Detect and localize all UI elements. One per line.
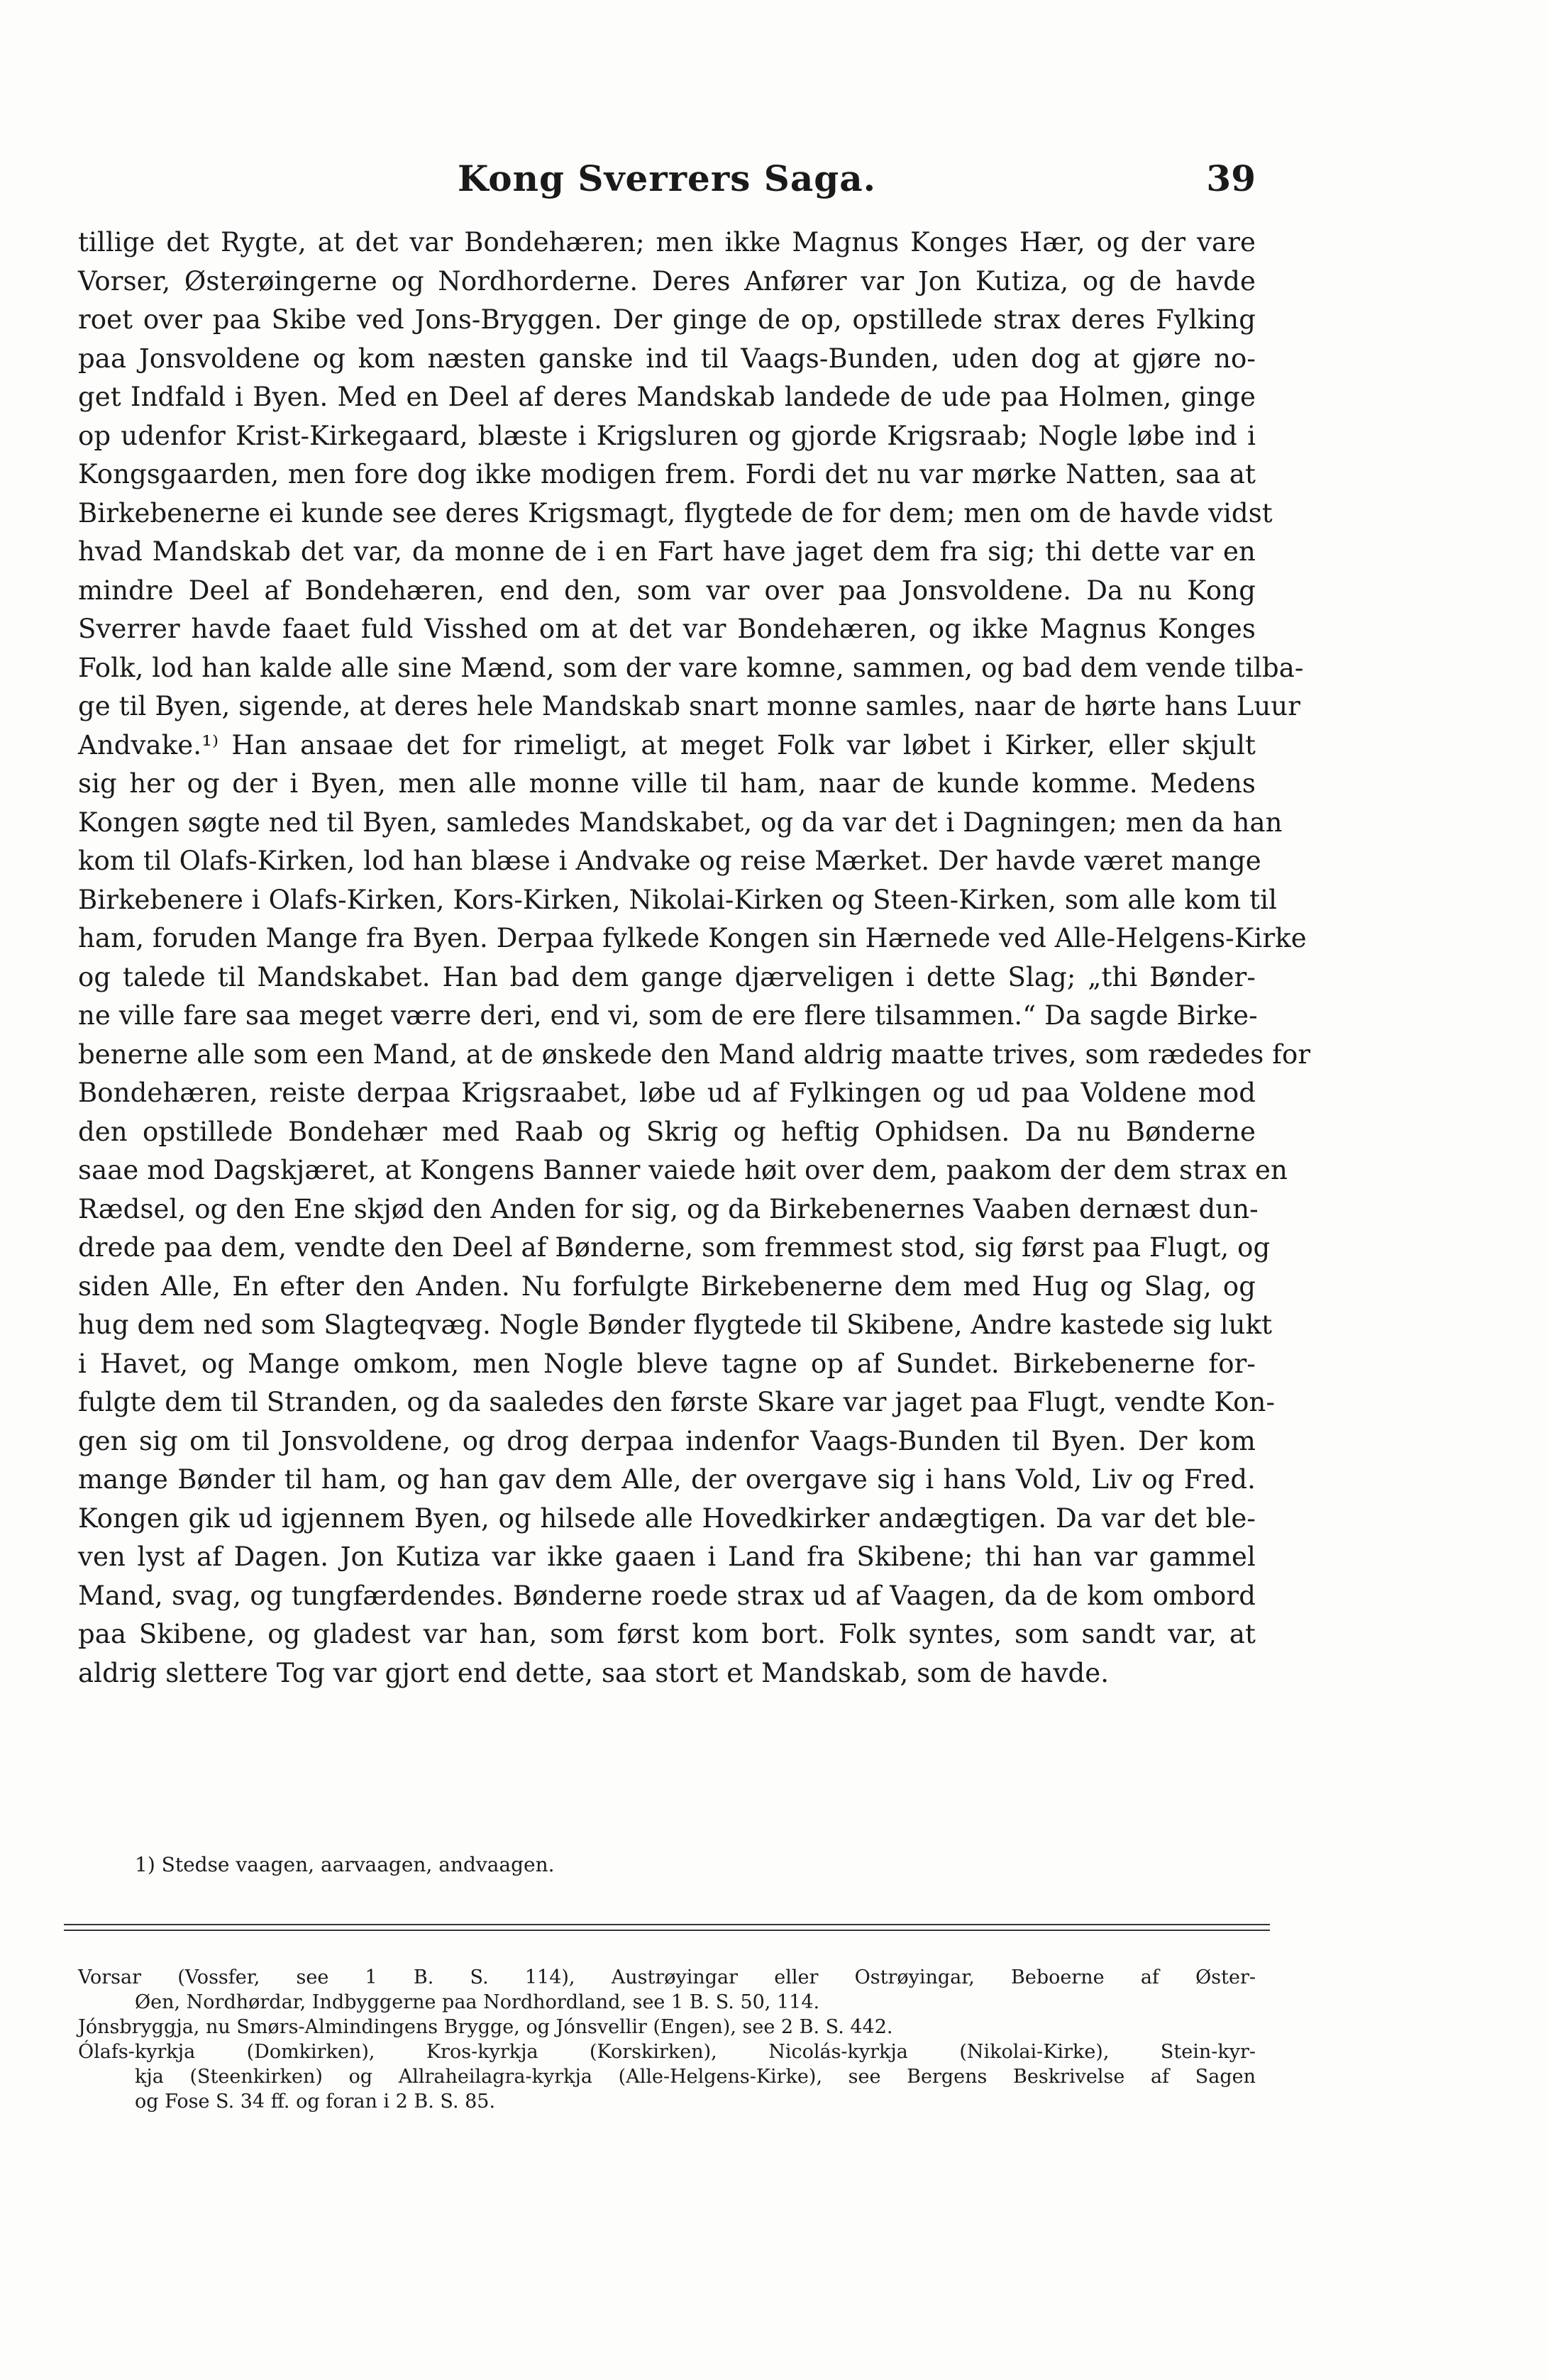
text-line: Rædsel, og den Ene skjød den Anden for sig, og da Birkebenernes Vaaben dernæst dun- <box>78 1193 1259 1224</box>
divider-rule-top <box>64 1924 1270 1925</box>
text-line: Vorser, Østerøingerne og Nordhorderne. Deres Anfører var Jon Kutiza, og de havde <box>78 265 1256 297</box>
text-line: paa Jonsvoldene og kom næsten ganske ind til Vaags-Bunden, uden dog at gjøre no- <box>78 343 1256 374</box>
text-line: aldrig slettere Tog var gjort end dette, saa stort et Mandskab, som de havde. <box>78 1657 1110 1688</box>
text-line: Birkebenere i Olafs-Kirken, Kors-Kirken, Nikolai-Kirken og Steen-Kirken, som alle kom til <box>78 884 1278 915</box>
text-line: saae mod Dagskjæret, at Kongens Banner vaiede høit over dem, paakom der dem strax en <box>78 1155 1288 1185</box>
running-title: Kong Sverrers Saga. <box>457 157 877 199</box>
text-line: gen sig om til Jonsvoldene, og drog derpaa indenfor Vaags-Bunden til Byen. Der kom <box>78 1425 1256 1456</box>
text-line: siden Alle, En efter den Anden. Nu forfulgte Birkebenerne dem med Hug og Slag, og <box>78 1271 1256 1302</box>
text-line: ne ville fare saa meget værre deri, end vi, som de ere flere tilsammen.“ Da sagde Birke- <box>78 1000 1258 1031</box>
text-line: tillige det Rygte, at det var Bondehæren; men ikke Magnus Konges Hær, og der vare <box>78 227 1256 258</box>
footnote: 1) Stedse vaagen, aarvaagen, andvaagen. <box>135 1853 555 1876</box>
text-line: Folk, lod han kalde alle sine Mænd, som der vare komne, sammen, og bad dem vende tilba- <box>78 652 1304 683</box>
text-line: benerne alle som een Mand, at de ønskede den Mand aldrig maatte trives, som rædedes for <box>78 1039 1311 1070</box>
text-line: hug dem ned som Slagteqvæg. Nogle Bønder flygtede til Skibene, Andre kastede sig lukt <box>78 1310 1273 1340</box>
text-line: Sverrer havde faaet fuld Visshed om at det var Bondehæren, og ikke Magnus Konges <box>78 614 1256 644</box>
glossary-line: og Fose S. 34 ff. og foran i 2 B. S. 85. <box>135 2091 496 2113</box>
text-line: ven lyst af Dagen. Jon Kutiza var ikke gaaen i Land fra Skibene; thi han var gammel <box>78 1542 1256 1572</box>
glossary-notes <box>78 1965 1256 2114</box>
text-line: kom til Olafs-Kirken, lod han blæse i Andvake og reise Mærket. Der havde været mange <box>78 846 1261 876</box>
text-line: drede paa dem, vendte den Deel af Bønderne, som fremmest stod, sig først paa Flugt, og <box>78 1232 1271 1263</box>
glossary-line: Øen, Nordhørdar, Indbyggerne paa Nordhordland, see 1 B. S. 50, 114. <box>135 1991 820 2013</box>
divider-rule-bottom <box>64 1930 1270 1931</box>
text-line: mange Bønder til ham, og han gav dem Alle, der overgave sig i hans Vold, Liv og Fred. <box>78 1464 1256 1495</box>
text-line: sig her og der i Byen, men alle monne ville til ham, naar de kunde komme. Medens <box>78 768 1256 799</box>
text-line: Kongen gik ud igjennem Byen, og hilsede alle Hovedkirker andægtigen. Da var det ble- <box>78 1502 1256 1534</box>
text-line: fulgte dem til Stranden, og da saaledes den første Skare var jaget paa Flugt, vendte Kon- <box>78 1387 1276 1417</box>
text-line: ham, foruden Mange fra Byen. Derpaa fylkede Kongen sin Hærnede ved Alle-Helgens-Kirke <box>78 923 1307 953</box>
text-line: roet over paa Skibe ved Jons-Bryggen. Der ginge de op, opstillede strax deres Fylking <box>78 304 1256 335</box>
text-line: Mand, svag, og tungfærdendes. Bønderne roede strax ud af Vaagen, da de kom ombord <box>78 1580 1256 1611</box>
text-line: op udenfor Krist-Kirkegaard, blæste i Krigsluren og gjorde Krigsraab; Nogle løbe ind i <box>78 420 1256 451</box>
text-line: den opstillede Bondehær med Raab og Skrig og heftig Ophidsen. Da nu Bønderne <box>78 1116 1256 1147</box>
text-line: Kongen søgte ned til Byen, samledes Mandskabet, og da var det i Dagningen; men da han <box>78 807 1283 838</box>
glossary-line: Ólafs-kyrkja (Domkirken), Kros-kyrkja (Korskirken), Nicolás-kyrkja (Nikolai-Kirke), Stein-kyr- <box>78 2041 1256 2063</box>
glossary-line: Jónsbryggja, nu Smørs-Almindingens Brygge, og Jónsvellir (Engen), see 2 B. S. 442. <box>78 2016 893 2038</box>
text-line: Andvake.¹⁾ Han ansaae det for rimeligt, at meget Folk var løbet i Kirker, eller skjult <box>78 729 1256 760</box>
text-line: paa Skibene, og gladest var han, som først kom bort. Folk syntes, som sandt var, at <box>78 1619 1256 1649</box>
text-line: Bondehæren, reiste derpaa Krigsraabet, løbe ud af Fylkingen og ud paa Voldene mod <box>78 1078 1256 1108</box>
glossary-line: Vorsar (Vossfer, see 1 B. S. 114), Austrøyingar eller Ostrøyingar, Beboerne af Øster- <box>78 1966 1256 1988</box>
text-line: Birkebenerne ei kunde see deres Krigsmagt, flygtede de for dem; men om de havde vidst <box>78 497 1273 528</box>
page-header <box>78 157 1256 207</box>
text-line: og talede til Mandskabet. Han bad dem gange djærveligen i dette Slag; „thi Bønder- <box>78 961 1256 992</box>
text-line: ge til Byen, sigende, at deres hele Mandskab snart monne samles, naar de hørte hans Luur <box>78 691 1300 721</box>
glossary-line: kja (Steenkirken) og Allraheilagra-kyrkja (Alle-Helgens-Kirke), see Bergens Beskrivelse af Sagen <box>135 2066 1256 2088</box>
text-line: get Indfald i Byen. Med en Deel af deres Mandskab landede de ude paa Holmen, ginge <box>78 382 1256 412</box>
text-line: mindre Deel af Bondehæren, end den, som var over paa Jonsvoldene. Da nu Kong <box>78 575 1256 606</box>
text-line: hvad Mandskab det var, da monne de i en Fart have jaget dem fra sig; thi dette var en <box>78 536 1256 567</box>
page-number: 39 <box>1206 157 1256 199</box>
main-text-block <box>78 223 1311 1693</box>
text-line: Kongsgaarden, men fore dog ikke modigen frem. Fordi det nu var mørke Natten, saa at <box>78 459 1256 489</box>
text-line: i Havet, og Mange omkom, men Nogle bleve tagne op af Sundet. Birkebenerne for- <box>78 1348 1256 1379</box>
